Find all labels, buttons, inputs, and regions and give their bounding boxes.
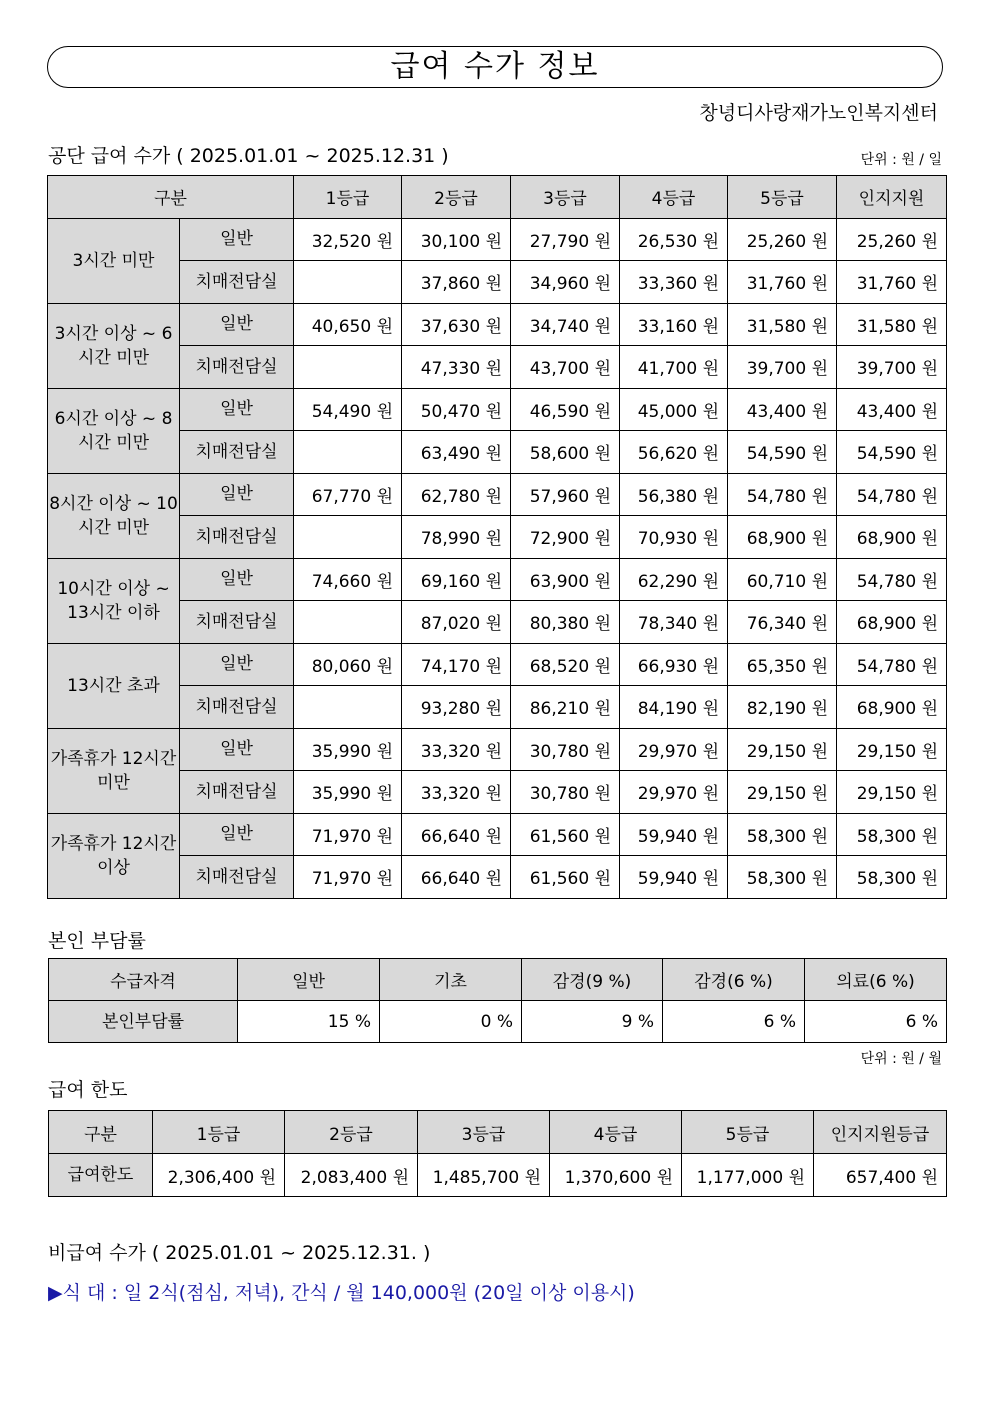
rate-cell: 30,100 원 — [402, 218, 511, 261]
service-type: 일반 — [180, 303, 294, 346]
rate-cell: 60,710 원 — [728, 558, 837, 601]
rate-cell: 32,520 원 — [294, 218, 402, 261]
limit-header: 인지지원등급 — [814, 1111, 947, 1154]
rate-cell: 31,760 원 — [728, 261, 837, 304]
rate-cell: 43,700 원 — [511, 346, 620, 389]
rate-cell: 30,780 원 — [511, 728, 620, 771]
rate-cell: 71,970 원 — [294, 856, 402, 899]
time-category: 3시간 미만 — [48, 218, 180, 303]
table-row — [48, 388, 947, 431]
rate-cell — [294, 516, 402, 559]
rate-cell: 58,300 원 — [837, 856, 947, 899]
time-category: 가족휴가 12시간이상 — [48, 813, 180, 898]
rate-cell: 56,620 원 — [620, 431, 728, 474]
rate-cell: 68,900 원 — [837, 601, 947, 644]
rate-cell: 45,000 원 — [620, 388, 728, 431]
rate-cell: 93,280 원 — [402, 686, 511, 729]
rate-cell: 50,470 원 — [402, 388, 511, 431]
benefit-limit-title: 급여 한도 — [48, 1079, 128, 1101]
rate-cell: 59,940 원 — [620, 813, 728, 856]
rate-cell: 54,780 원 — [837, 643, 947, 686]
rate-cell: 33,320 원 — [402, 771, 511, 814]
benefit-limit-table — [48, 1110, 947, 1197]
service-type: 일반 — [180, 558, 294, 601]
copay-value: 0 % — [380, 1001, 522, 1043]
rate-cell: 74,170 원 — [402, 643, 511, 686]
rate-cell: 58,300 원 — [728, 813, 837, 856]
service-type: 일반 — [180, 218, 294, 261]
table-row — [49, 1154, 947, 1197]
page-title: 급여 수가 정보 — [47, 46, 943, 88]
header-grade-1: 1등급 — [294, 176, 402, 219]
copay-unit: 단위 : 원 / 월 — [860, 1051, 942, 1067]
service-type: 일반 — [180, 473, 294, 516]
rate-cell: 35,990 원 — [294, 728, 402, 771]
rate-cell: 56,380 원 — [620, 473, 728, 516]
benefit-rates-table — [47, 175, 947, 899]
public-benefit-unit: 단위 : 원 / 일 — [860, 152, 942, 168]
service-type: 일반 — [180, 388, 294, 431]
rate-cell: 69,160 원 — [402, 558, 511, 601]
service-type: 치매전담실 — [180, 856, 294, 899]
rate-cell: 31,580 원 — [728, 303, 837, 346]
header-grade-5: 5등급 — [728, 176, 837, 219]
table-row — [48, 771, 947, 814]
rate-cell: 33,160 원 — [620, 303, 728, 346]
rate-cell: 82,190 원 — [728, 686, 837, 729]
limit-header: 3등급 — [418, 1111, 550, 1154]
table-row — [48, 813, 947, 856]
rate-cell: 84,190 원 — [620, 686, 728, 729]
table-row — [48, 516, 947, 559]
rate-cell: 39,700 원 — [837, 346, 947, 389]
service-type: 치매전담실 — [180, 516, 294, 559]
table-header-row — [48, 176, 947, 219]
rate-cell: 54,780 원 — [728, 473, 837, 516]
rate-cell — [294, 261, 402, 304]
rate-cell: 29,970 원 — [620, 728, 728, 771]
copay-value: 6 % — [663, 1001, 805, 1043]
rate-cell: 54,590 원 — [837, 431, 947, 474]
rate-cell: 29,150 원 — [728, 728, 837, 771]
table-row — [48, 643, 947, 686]
header-grade-4: 4등급 — [620, 176, 728, 219]
rate-cell: 61,560 원 — [511, 856, 620, 899]
rate-cell: 78,990 원 — [402, 516, 511, 559]
rate-cell: 37,860 원 — [402, 261, 511, 304]
service-type: 일반 — [180, 813, 294, 856]
rate-cell: 29,150 원 — [728, 771, 837, 814]
rate-cell: 74,660 원 — [294, 558, 402, 601]
limit-header: 1등급 — [153, 1111, 285, 1154]
rate-cell: 76,340 원 — [728, 601, 837, 644]
rate-cell: 80,380 원 — [511, 601, 620, 644]
header-cognitive: 인지지원 — [837, 176, 947, 219]
table-row — [48, 431, 947, 474]
rate-cell: 43,400 원 — [837, 388, 947, 431]
rate-cell: 63,900 원 — [511, 558, 620, 601]
rate-cell: 80,060 원 — [294, 643, 402, 686]
rate-cell: 29,150 원 — [837, 771, 947, 814]
limit-value: 1,177,000 원 — [682, 1154, 814, 1197]
rate-cell: 58,300 원 — [837, 813, 947, 856]
limit-header: 5등급 — [682, 1111, 814, 1154]
rate-cell: 27,790 원 — [511, 218, 620, 261]
copay-header: 의료(6 %) — [805, 959, 947, 1001]
copay-table — [48, 958, 947, 1043]
service-type: 치매전담실 — [180, 686, 294, 729]
service-type: 일반 — [180, 728, 294, 771]
rate-cell: 34,740 원 — [511, 303, 620, 346]
rate-cell: 66,640 원 — [402, 813, 511, 856]
rate-cell: 40,650 원 — [294, 303, 402, 346]
rate-cell: 37,630 원 — [402, 303, 511, 346]
rate-cell: 58,300 원 — [728, 856, 837, 899]
limit-value: 1,485,700 원 — [418, 1154, 550, 1197]
table-row — [48, 558, 947, 601]
rate-cell: 25,260 원 — [728, 218, 837, 261]
rate-cell: 63,490 원 — [402, 431, 511, 474]
limit-value: 2,306,400 원 — [153, 1154, 285, 1197]
rate-cell: 65,350 원 — [728, 643, 837, 686]
limit-header: 4등급 — [550, 1111, 682, 1154]
rate-cell: 26,530 원 — [620, 218, 728, 261]
rate-cell: 87,020 원 — [402, 601, 511, 644]
copay-value: 9 % — [522, 1001, 663, 1043]
copay-value: 15 % — [238, 1001, 380, 1043]
table-header-row — [49, 959, 947, 1001]
time-category: 10시간 이상 ~ 13시간 이하 — [48, 558, 180, 643]
copay-header: 감경(9 %) — [522, 959, 663, 1001]
rate-cell: 59,940 원 — [620, 856, 728, 899]
copay-title: 본인 부담률 — [48, 930, 146, 952]
table-row — [48, 856, 947, 899]
rate-cell: 31,760 원 — [837, 261, 947, 304]
service-type: 일반 — [180, 643, 294, 686]
service-type: 치매전담실 — [180, 346, 294, 389]
rate-cell: 58,600 원 — [511, 431, 620, 474]
rate-cell: 62,780 원 — [402, 473, 511, 516]
copay-header: 감경(6 %) — [663, 959, 805, 1001]
rate-cell — [294, 601, 402, 644]
table-row — [48, 728, 947, 771]
rate-cell: 54,780 원 — [837, 473, 947, 516]
rate-cell: 54,590 원 — [728, 431, 837, 474]
rate-cell: 39,700 원 — [728, 346, 837, 389]
rate-cell: 57,960 원 — [511, 473, 620, 516]
service-type: 치매전담실 — [180, 431, 294, 474]
table-row — [49, 1001, 947, 1043]
rate-cell: 35,990 원 — [294, 771, 402, 814]
rate-cell: 25,260 원 — [837, 218, 947, 261]
table-row — [48, 601, 947, 644]
rate-cell: 29,150 원 — [837, 728, 947, 771]
limit-value: 2,083,400 원 — [285, 1154, 418, 1197]
copay-value: 6 % — [805, 1001, 947, 1043]
rate-cell: 62,290 원 — [620, 558, 728, 601]
limit-header: 2등급 — [285, 1111, 418, 1154]
rate-cell: 70,930 원 — [620, 516, 728, 559]
rate-cell — [294, 346, 402, 389]
rate-cell: 54,780 원 — [837, 558, 947, 601]
table-header-row — [49, 1111, 947, 1154]
table-row — [48, 218, 947, 261]
rate-cell — [294, 431, 402, 474]
time-category: 8시간 이상 ~ 10시간 미만 — [48, 473, 180, 558]
table-row — [48, 686, 947, 729]
rate-cell: 66,640 원 — [402, 856, 511, 899]
service-type: 치매전담실 — [180, 601, 294, 644]
rate-cell: 78,340 원 — [620, 601, 728, 644]
rate-cell: 33,360 원 — [620, 261, 728, 304]
benefit-rates-body — [48, 218, 947, 898]
public-benefit-title: 공단 급여 수가 ( 2025.01.01 ~ 2025.12.31 ) — [48, 145, 449, 167]
rate-cell: 71,970 원 — [294, 813, 402, 856]
rate-cell: 47,330 원 — [402, 346, 511, 389]
rate-cell: 46,590 원 — [511, 388, 620, 431]
rate-cell: 67,770 원 — [294, 473, 402, 516]
copay-header: 일반 — [238, 959, 380, 1001]
header-category: 구분 — [48, 176, 294, 219]
header-grade-3: 3등급 — [511, 176, 620, 219]
copay-header: 수급자격 — [49, 959, 238, 1001]
rate-cell: 68,900 원 — [837, 516, 947, 559]
time-category: 13시간 초과 — [48, 643, 180, 728]
meal-fee-note: ▶식 대 : 일 2식(점심, 저녁), 간식 / 월 140,000원 (20일 이상 이용시) — [48, 1282, 635, 1304]
copay-header: 기초 — [380, 959, 522, 1001]
center-name: 창녕디사랑재가노인복지센터 — [699, 102, 938, 124]
non-benefit-title: 비급여 수가 ( 2025.01.01 ~ 2025.12.31. ) — [48, 1242, 431, 1264]
rate-cell: 68,520 원 — [511, 643, 620, 686]
rate-cell: 66,930 원 — [620, 643, 728, 686]
rate-cell: 61,560 원 — [511, 813, 620, 856]
service-type: 치매전담실 — [180, 771, 294, 814]
copay-row-label: 본인부담률 — [49, 1001, 238, 1043]
rate-cell: 30,780 원 — [511, 771, 620, 814]
rate-cell — [294, 686, 402, 729]
time-category: 6시간 이상 ~ 8시간 미만 — [48, 388, 180, 473]
rate-cell: 31,580 원 — [837, 303, 947, 346]
limit-value: 657,400 원 — [814, 1154, 947, 1197]
time-category: 3시간 이상 ~ 6시간 미만 — [48, 303, 180, 388]
table-row — [48, 261, 947, 304]
service-type: 치매전담실 — [180, 261, 294, 304]
limit-value: 1,370,600 원 — [550, 1154, 682, 1197]
limit-row-label: 급여한도 — [49, 1154, 153, 1197]
rate-cell: 68,900 원 — [728, 516, 837, 559]
rate-cell: 33,320 원 — [402, 728, 511, 771]
rate-cell: 43,400 원 — [728, 388, 837, 431]
rate-cell: 86,210 원 — [511, 686, 620, 729]
table-row — [48, 346, 947, 389]
rate-cell: 34,960 원 — [511, 261, 620, 304]
header-grade-2: 2등급 — [402, 176, 511, 219]
rate-cell: 72,900 원 — [511, 516, 620, 559]
limit-header: 구분 — [49, 1111, 153, 1154]
rate-cell: 29,970 원 — [620, 771, 728, 814]
table-row — [48, 473, 947, 516]
rate-cell: 54,490 원 — [294, 388, 402, 431]
rate-cell: 41,700 원 — [620, 346, 728, 389]
rate-cell: 68,900 원 — [837, 686, 947, 729]
table-row — [48, 303, 947, 346]
time-category: 가족휴가 12시간미만 — [48, 728, 180, 813]
